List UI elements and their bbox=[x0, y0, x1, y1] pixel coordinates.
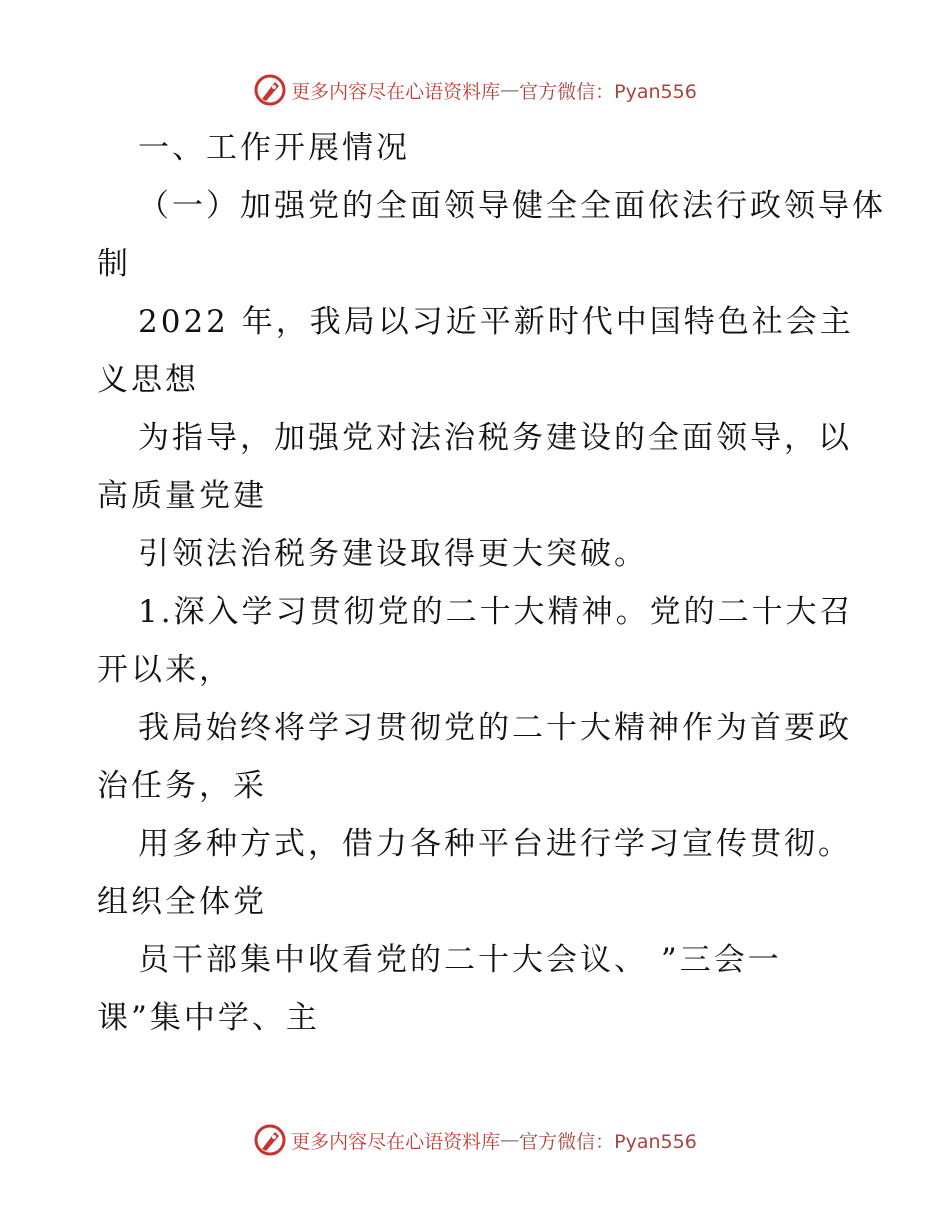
pen-nib-logo-icon bbox=[253, 73, 287, 107]
footer-banner bbox=[0, 1120, 950, 1160]
text-line: 治任务，采 bbox=[97, 768, 267, 804]
text-line: 制 bbox=[97, 246, 131, 282]
pen-nib-logo-icon bbox=[253, 1123, 287, 1157]
text-line: 组织全体党 bbox=[97, 884, 267, 920]
text-line: 高质量党建 bbox=[97, 478, 267, 514]
banner-main-text: 更多内容尽在心语资料库 bbox=[291, 1130, 501, 1153]
banner-separator: — bbox=[500, 79, 520, 101]
banner-wechat-text: 官方微信：Pyan556 bbox=[519, 1130, 697, 1153]
header-banner bbox=[0, 70, 950, 110]
text-line: 1.深入学习贯彻党的二十大精神。党的二十大召 bbox=[138, 594, 854, 630]
text-line: 为指导，加强党对法治税务建设的全面领导，以 bbox=[138, 420, 852, 456]
text-line: 开以来， bbox=[97, 652, 233, 688]
text-line: 课”集中学、主 bbox=[97, 1000, 320, 1036]
banner-wechat-text: 官方微信：Pyan556 bbox=[519, 80, 697, 103]
text-line: 我局始终将学习贯彻党的二十大精神作为首要政 bbox=[138, 710, 852, 746]
text-line: 义思想 bbox=[97, 362, 199, 398]
text-line: 2022 年，我局以习近平新时代中国特色社会主 bbox=[138, 304, 854, 340]
subsection-heading: （一）加强党的全面领导健全全面依法行政领导体 bbox=[138, 188, 886, 224]
banner-main-text: 更多内容尽在心语资料库 bbox=[291, 80, 501, 103]
section-heading: 一、工作开展情况 bbox=[138, 130, 410, 166]
banner-separator: — bbox=[500, 1129, 520, 1151]
text-line: 引领法治税务建设取得更大突破。 bbox=[138, 536, 648, 572]
text-line: 用多种方式，借力各种平台进行学习宣传贯彻。 bbox=[138, 826, 852, 862]
text-line: 员干部集中收看党的二十大会议、 ”三会一 bbox=[138, 942, 782, 978]
